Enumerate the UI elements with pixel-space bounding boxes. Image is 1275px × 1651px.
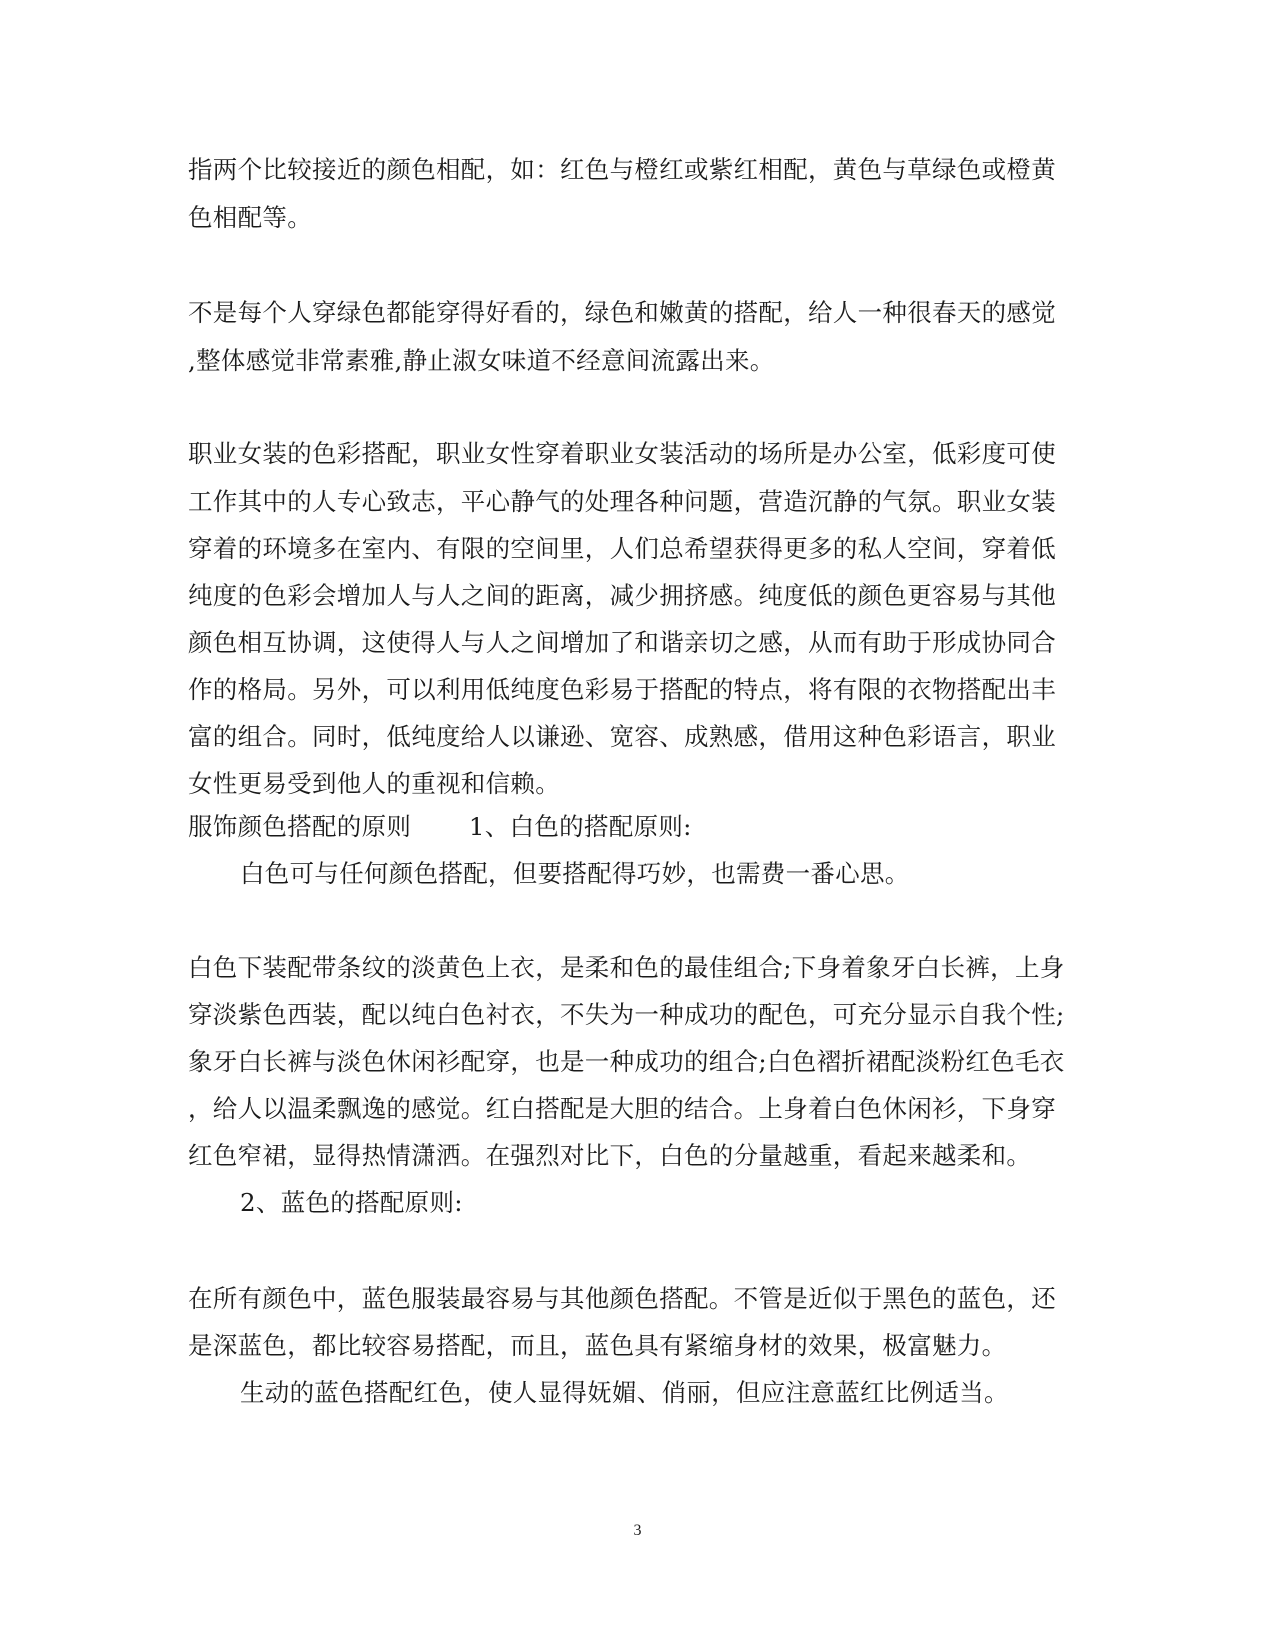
text-line: ,整体感觉非常素雅,静止淑女味道不经意间流露出来。 bbox=[188, 346, 775, 375]
text-line: 在所有颜色中，蓝色服装最容易与其他颜色搭配。不管是近似于黑色的蓝色，还 bbox=[188, 1284, 1056, 1313]
text-line: 女性更易受到他人的重视和信赖。 bbox=[188, 769, 560, 798]
text-line: 职业女装的色彩搭配，职业女性穿着职业女装活动的场所是办公室，低彩度可使 bbox=[188, 439, 1056, 468]
text-line: 红色窄裙，显得热情潇洒。在强烈对比下，白色的分量越重，看起来越柔和。 bbox=[188, 1141, 1032, 1170]
text-line: 指两个比较接近的颜色相配，如：红色与橙红或紫红相配，黄色与草绿色或橙黄 bbox=[188, 155, 1056, 184]
text-line: 是深蓝色，都比较容易搭配，而且，蓝色具有紧缩身材的效果，极富魅力。 bbox=[188, 1331, 1007, 1360]
text-line: 象牙白长裤与淡色休闲衫配穿，也是一种成功的组合;白色褶折裙配淡粉红色毛衣 bbox=[188, 1047, 1065, 1076]
text-line: 富的组合。同时，低纯度给人以谦逊、宽容、成熟感，借用这种色彩语言，职业 bbox=[188, 722, 1056, 751]
text-line: 白色下装配带条纹的淡黄色上衣，是柔和色的最佳组合;下身着象牙白长裤，上身 bbox=[188, 953, 1065, 982]
text-line: 颜色相互协调，这使得人与人之间增加了和谐亲切之感，从而有助于形成协同合 bbox=[188, 628, 1056, 657]
text-line: 穿淡紫色西装，配以纯白色衬衣，不失为一种成功的配色，可充分显示自我个性; bbox=[188, 1000, 1065, 1029]
subsection-heading: 2、蓝色的搭配原则: bbox=[240, 1188, 463, 1217]
text-line: 色相配等。 bbox=[188, 203, 312, 232]
text-line: ，给人以温柔飘逸的感觉。红白搭配是大胆的结合。上身着白色休闲衫，下身穿 bbox=[188, 1094, 1056, 1123]
page-number: 3 bbox=[633, 1522, 642, 1539]
text-line: 穿着的环境多在室内、有限的空间里，人们总希望获得更多的私人空间，穿着低 bbox=[188, 534, 1056, 563]
text-line: 工作其中的人专心致志，平心静气的处理各种问题，营造沉静的气氛。职业女装 bbox=[188, 487, 1056, 516]
section-heading: 服饰颜色搭配的原则 1、白色的搭配原则: bbox=[188, 812, 692, 841]
text-line: 作的格局。另外，可以利用低纯度色彩易于搭配的特点，将有限的衣物搭配出丰 bbox=[188, 675, 1056, 704]
text-line: 纯度的色彩会增加人与人之间的距离，减少拥挤感。纯度低的颜色更容易与其他 bbox=[188, 581, 1056, 610]
text-line: 白色可与任何颜色搭配，但要搭配得巧妙，也需费一番心思。 bbox=[240, 859, 910, 888]
text-line: 生动的蓝色搭配红色，使人显得妩媚、俏丽，但应注意蓝红比例适当。 bbox=[240, 1378, 1009, 1407]
text-line: 不是每个人穿绿色都能穿得好看的，绿色和嫩黄的搭配，给人一种很春天的感觉 bbox=[188, 298, 1056, 327]
